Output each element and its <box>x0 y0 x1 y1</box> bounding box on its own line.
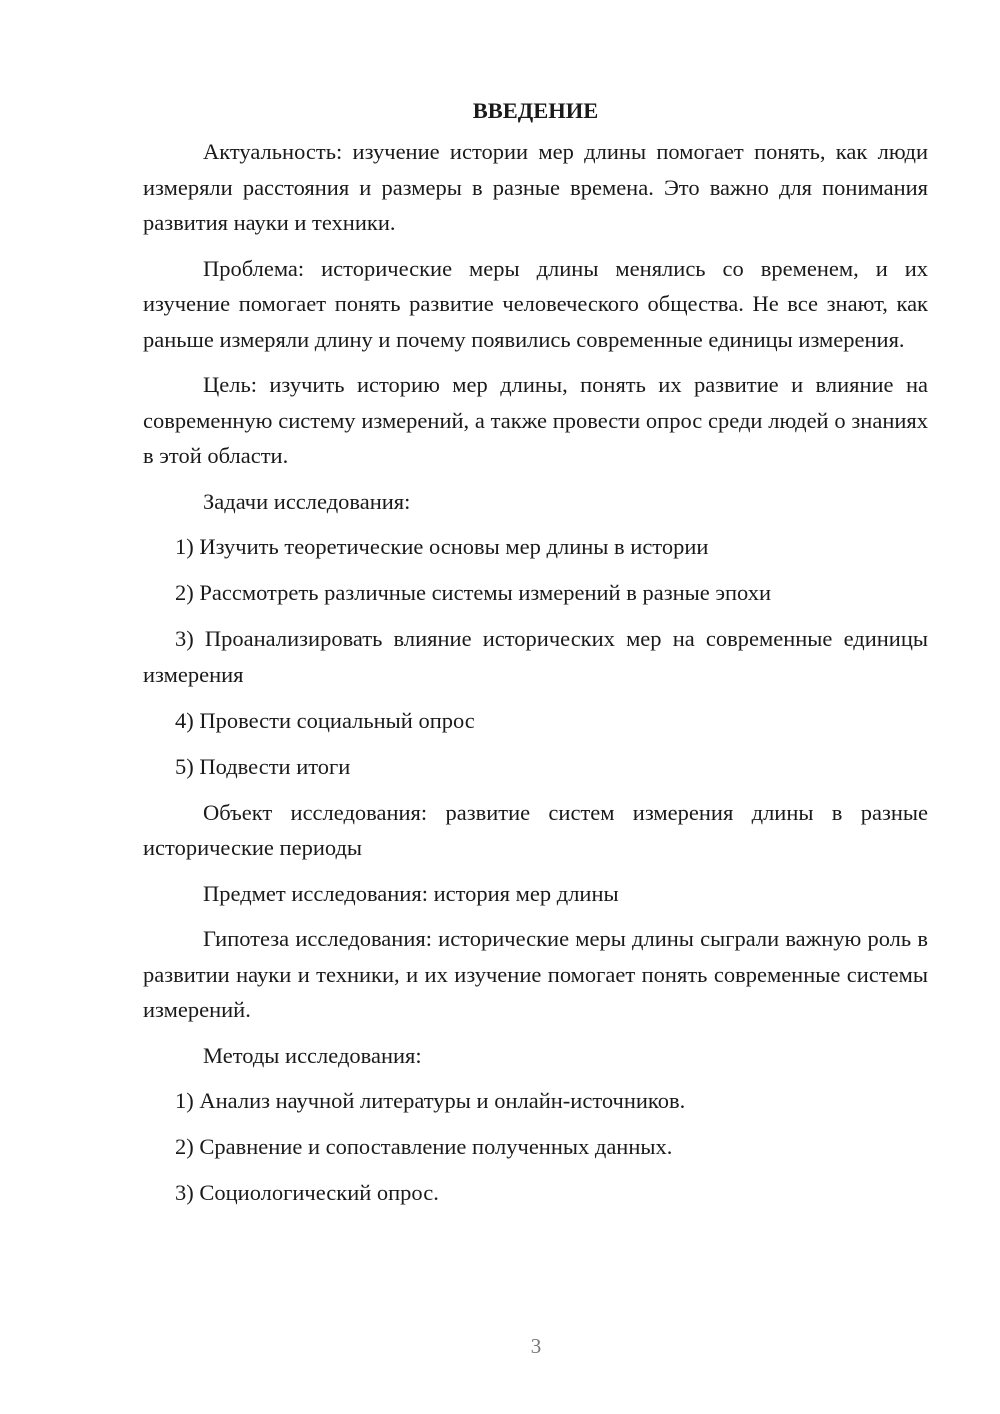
task-item: 4) Провести социальный опрос <box>175 707 475 733</box>
problem-paragraph: Проблема: исторические меры длины менялись со временем, и их изучение помогает понять развитие человеческого общества. Не все знают, как раньше измеряли длину и почему появились современные единицы измерения. <box>143 255 928 352</box>
method-item: 2) Сравнение и сопоставление полученных данных. <box>175 1134 673 1159</box>
task-item: 5) Подвести итоги <box>175 753 351 779</box>
task-item: 1) Изучить теоретические основы мер длины в истории <box>175 534 709 559</box>
relevance-paragraph: Актуальность: изучение истории мер длины помогает понять, как люди измеряли расстояния и размеры в разные времена. Это важно для понимания развития науки и техники. <box>143 139 928 235</box>
methods-heading: Методы исследования: <box>203 1042 422 1068</box>
object-paragraph: Объект исследования: развитие систем измерения длины в разные исторические периоды <box>143 799 928 860</box>
document-body <box>143 96 928 1221</box>
method-item: 1) Анализ научной литературы и онлайн-источников. <box>175 1088 686 1113</box>
page-number: 3 <box>530 1334 542 1358</box>
tasks-heading: Задачи исследования: <box>203 488 411 514</box>
goal-paragraph: Цель: изучить историю мер длины, понять их развитие и влияние на современную систему измерений, а также провести опрос среди людей о знаниях в этой области. <box>143 372 928 468</box>
task-item: 3) Проанализировать влияние исторических мер на современные единицы измерения <box>143 626 928 687</box>
hypothesis-paragraph: Гипотеза исследования: исторические меры длины сыграли важную роль в развитии науки и техники, и их изучение помогает понять современные системы измерений. <box>143 926 928 1022</box>
method-item: 3) Социологический опрос. <box>175 1180 439 1205</box>
section-title: ВВЕДЕНИЕ <box>472 98 599 123</box>
subject-paragraph: Предмет исследования: история мер длины <box>203 880 619 906</box>
task-item: 2) Рассмотреть различные системы измерений в разные эпохи <box>175 580 772 605</box>
